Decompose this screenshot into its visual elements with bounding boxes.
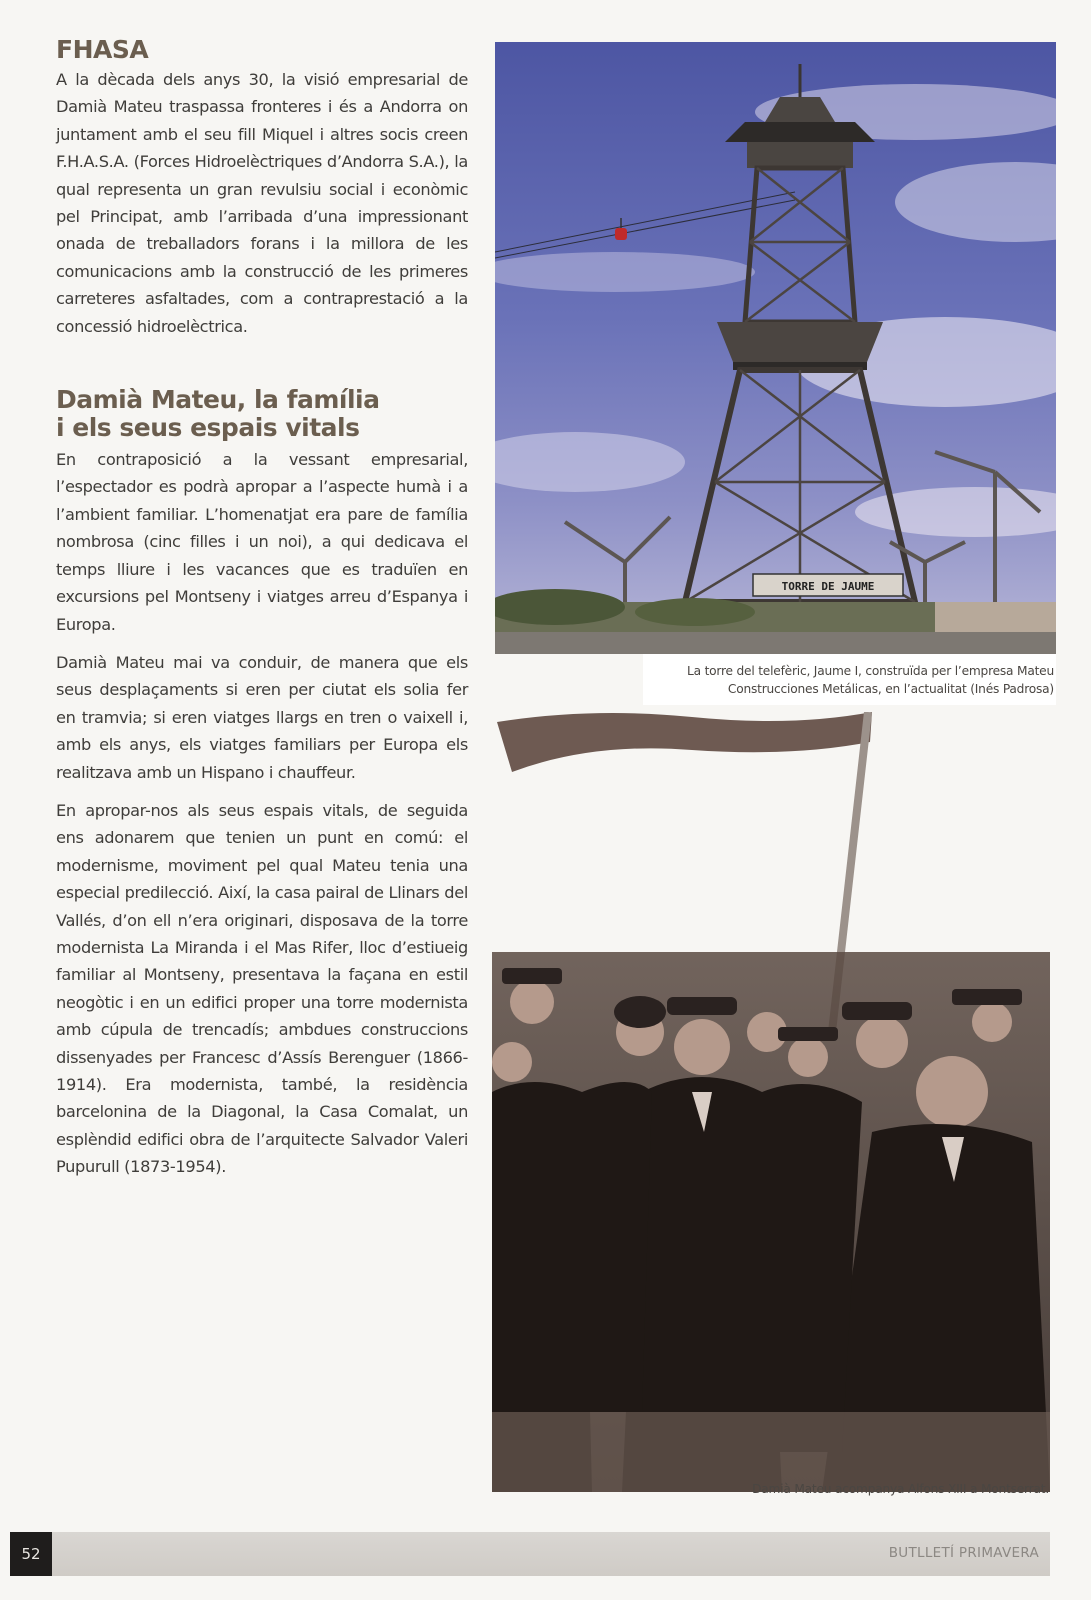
tower-sign-text: TORRE DE JAUME: [781, 580, 875, 593]
royal-visit-photo: [492, 712, 1050, 1492]
family-paragraph-2: Damià Mateu mai va conduir, de manera que els seus desplaçaments si eren per ciutat els solia fer en tramvia; si eren viatges llargs en tren o vaixell i, amb els anys, els viatges familiars per Europa els realitzava amb un Hispano i chauffeur.: [56, 652, 468, 782]
family-heading-line1: Damià Mateu, la família: [56, 385, 380, 415]
fhasa-paragraph: A la dècada dels anys 30, la visió empresarial de Damià Mateu traspassa fronteres i és a Andorra on juntament amb el seu fill Miquel i altres socis creen F.H.A.S.A. (Forces Hidroelèctriques d’Andorra S.A.), la qual representa un gran revulsiu social i econòmic pel Principat, amb l’arribada d’una impressionant onada de treballadors forans i la millora de les comunicacions amb la construcció de les primeres carreteres asfaltades, com a contraprestació a la concessió hidroelèctrica.: [56, 70, 468, 336]
page-number: 52: [10, 1532, 52, 1576]
family-heading: [56, 386, 468, 442]
family-paragraph-1: En contraposició a la vessant empresarial, l’espectador es podrà apropar a l’aspecte humà i a l’ambient familiar. L’homenatjat era pare de família nombrosa (cinc filles i un noi), a qui dedicava el temps lliure i les vacances que es traduïen en excursions pel Montseny i viatges arreu d’Espanya i Europa.: [56, 450, 468, 634]
tower-caption-line1: La torre del telefèric, Jaume I, construïda per l’empresa Mateu: [687, 664, 1054, 678]
text-column: [56, 36, 468, 1181]
publication-name: BUTLLETÍ PRIMAVERA: [888, 1545, 1039, 1561]
tower-photo: [495, 42, 1056, 654]
tower-caption-line2: Construcciones Metálicas, en l’actualitat (Inés Padrosa): [727, 682, 1054, 696]
family-heading-line2: i els seus espais vitals: [56, 413, 360, 443]
family-paragraph-3: En apropar-nos als seus espais vitals, de seguida ens adonarem que tenien un punt en comú: el modernisme, moviment pel qual Mateu tenia una especial predilecció. Així, la casa pairal de Llinars del Vallés, d’on ell n’era originari, disposava de la torre modernista La Miranda i el Mas Rifer, lloc d’estiueig familiar al Montseny, presentava la façana en estil neogòtic i en un edifici proper una torre modernista amb cúpula de trencadís; ambdues construccions dissenyades per Francesc d’Assís Berenguer (1866-1914). Era modernista, també, la residència barcelonina de la Diagonal, la Casa Comalat, un esplèndid edifici obra de l’arquitecte Salvador Valeri Pupurull (1873-1954).: [56, 800, 468, 1177]
tower-caption: [654, 662, 1054, 698]
royal-caption: Damià Mateu acompanya Alfons XIII a Montserrat.: [752, 1482, 1049, 1496]
fhasa-heading: FHASA: [56, 35, 149, 64]
